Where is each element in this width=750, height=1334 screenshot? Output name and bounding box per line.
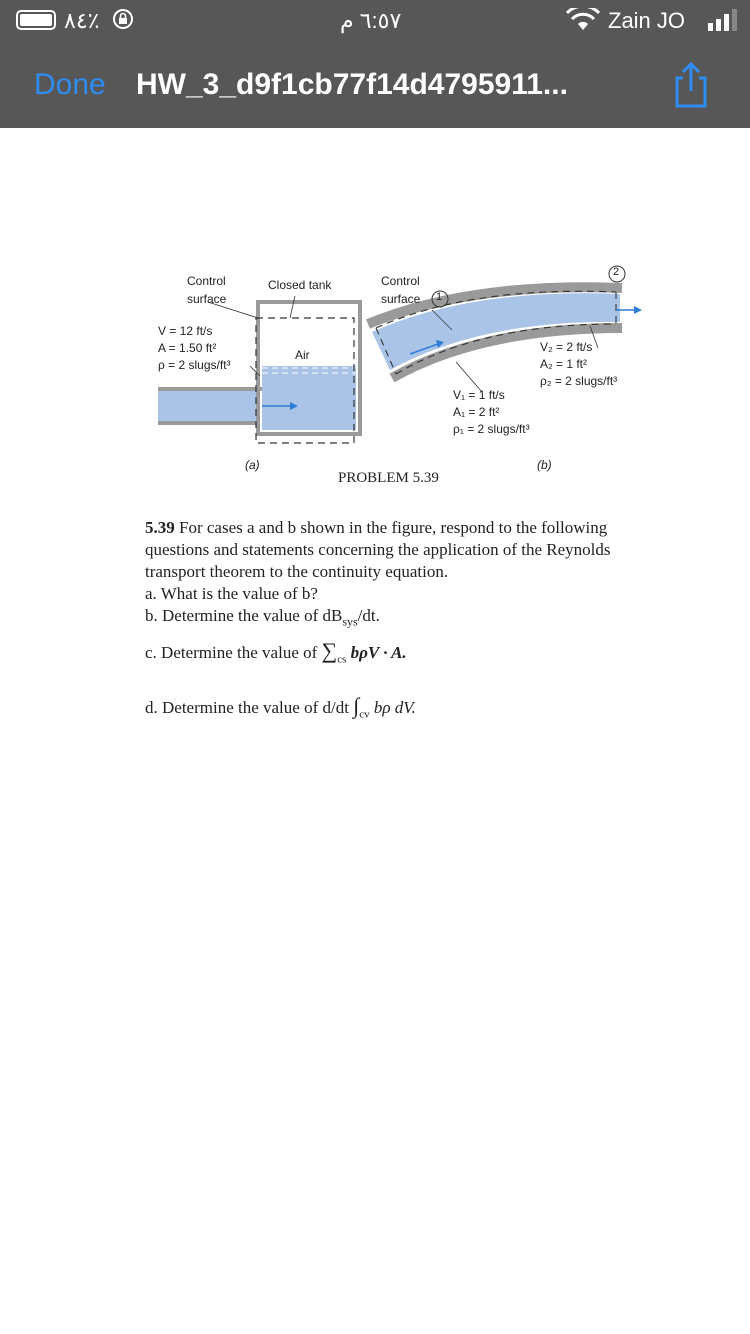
summation-icon: ∑ (321, 638, 338, 664)
caption-b: (b) (537, 458, 552, 472)
question-b-sub: sys (342, 614, 358, 629)
question-d-tail: V. (403, 697, 416, 717)
section-2-label: 2 (613, 266, 620, 278)
share-icon[interactable] (666, 60, 716, 110)
a2-label: A₂ = 1 ft² (540, 357, 588, 371)
battery-percent: ٨٤٪ (64, 8, 100, 33)
wifi-icon (566, 8, 600, 32)
done-button[interactable]: Done (34, 68, 106, 101)
problem-caption: PROBLEM 5.39 (338, 470, 439, 486)
v2-label: V₂ = 2 ft/s (540, 340, 593, 354)
control-surface-label-a2: surface (187, 292, 227, 306)
control-surface-label-a1: Control (187, 274, 226, 288)
area-a-label: A = 1.50 ft² (158, 341, 217, 355)
question-c-sub: cs (337, 653, 347, 666)
top-bar (0, 0, 750, 128)
problem-intro (145, 517, 645, 583)
document-title: HW_3_d9f1cb77f14d4795911... (136, 68, 568, 101)
question-d (145, 692, 645, 725)
status-time: ٦:٥٧ م (340, 8, 402, 33)
question-a: a. What is the value of b? (145, 584, 318, 603)
problem-intro-text: For cases a and b shown in the figure, respond to the following questions and statements concerning the application of the Reynolds transport theorem to the continuity equation. (145, 518, 611, 581)
carrier-name: Zain JO (608, 8, 686, 33)
caption-a: (a) (245, 458, 260, 472)
question-b (145, 605, 645, 632)
question-b-tail: /dt. (357, 606, 380, 625)
problem-number: 5.39 (145, 518, 175, 537)
velocity-a-label: V = 12 ft/s (158, 324, 213, 338)
question-d-text: d. Determine the value of d/dt (145, 697, 349, 717)
rho1-label: ρ₁ = 2 slugs/ft³ (453, 422, 530, 436)
signal-strength-icon (708, 9, 740, 31)
air-label: Air (295, 348, 310, 362)
tank-water (262, 366, 356, 430)
status-bar (0, 0, 750, 42)
nav-bar (0, 60, 750, 112)
integral-icon: ∫ (353, 692, 360, 718)
density-a-label: ρ = 2 slugs/ft³ (158, 358, 231, 372)
rho2-label: ρ₂ = 2 slugs/ft³ (540, 374, 618, 388)
section-1-label: 1 (436, 291, 443, 303)
closed-tank-label: Closed tank (268, 278, 332, 292)
orientation-lock-icon (112, 8, 134, 30)
question-c-expr: bρV · A. (350, 643, 407, 663)
question-d-sub: cv (359, 708, 370, 721)
problem-text (145, 517, 645, 725)
control-surface-label-b1: Control (381, 274, 420, 288)
question-c (145, 640, 645, 670)
question-c-text: c. Determine the value of (145, 643, 318, 663)
question-d-expr: bρ d (373, 697, 404, 717)
inlet-pipe (158, 391, 260, 421)
question-b-text: b. Determine the value of dB (145, 606, 343, 625)
control-surface-label-b2: surface (381, 292, 421, 306)
battery-icon (16, 10, 56, 30)
a1-label: A₁ = 2 ft² (453, 405, 500, 419)
v1-label: V₁ = 1 ft/s (453, 388, 505, 402)
problem-figure (140, 258, 660, 498)
